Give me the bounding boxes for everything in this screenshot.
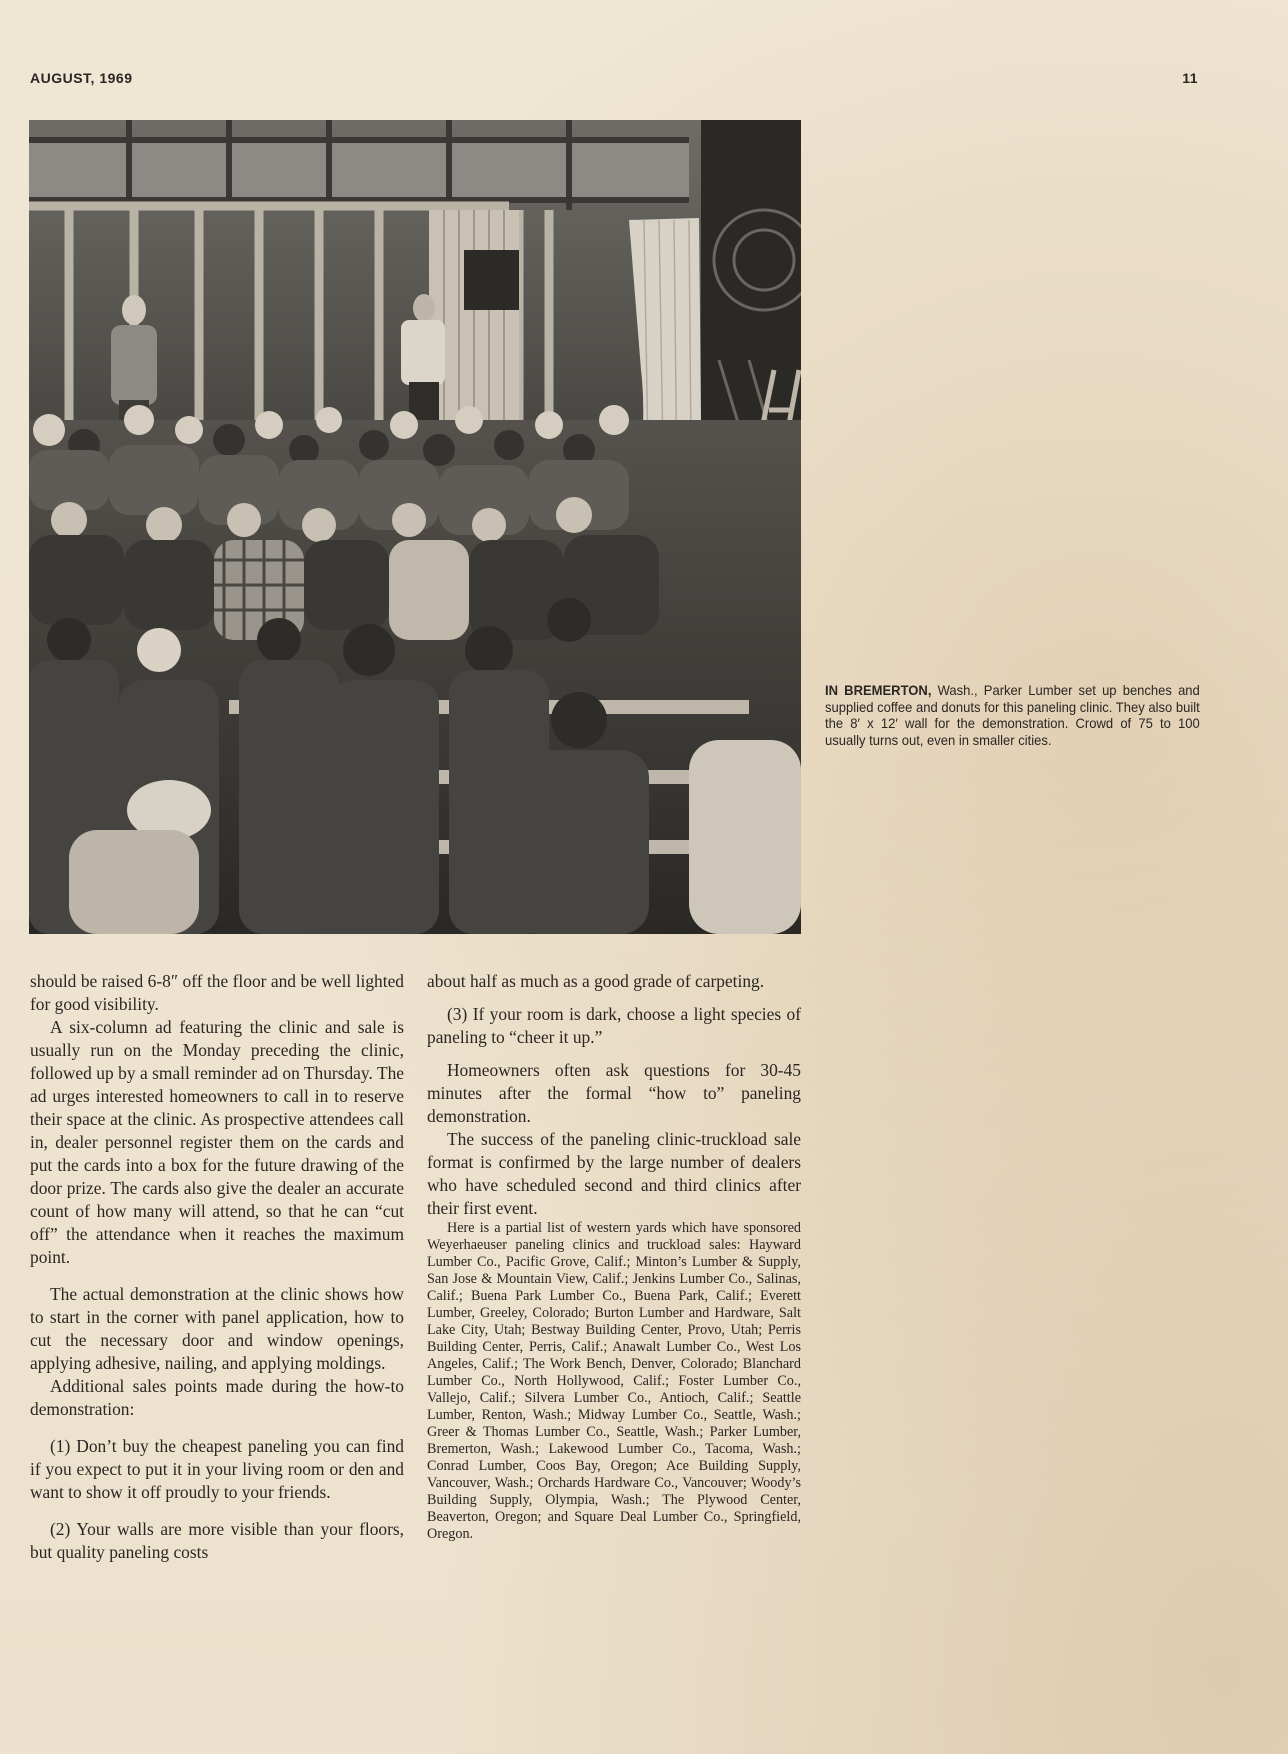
paragraph: Additional sales points made during the how-to demonstration:	[30, 1376, 404, 1419]
paragraph: about half as much as a good grade of carpeting.	[427, 971, 765, 991]
issue-date: AUGUST, 1969	[30, 70, 133, 86]
caption-lead: IN BREMERTON,	[825, 682, 932, 698]
photo-caption	[825, 682, 1200, 748]
paragraph: The success of the paneling clinic-truckload sale format is confirmed by the large number of dealers who have scheduled second and third clinics after their first event.	[427, 1129, 801, 1218]
body-column-left	[30, 970, 404, 1564]
paragraph: should be raised 6-8″ off the floor and be well lighted for good visibility.	[30, 971, 404, 1014]
paragraph: (2) Your walls are more visible than your floors, but quality paneling costs	[30, 1519, 404, 1562]
paragraph: Homeowners often ask questions for 30-45 minutes after the formal “how to” paneling demonstration.	[427, 1060, 801, 1126]
paragraph: (1) Don’t buy the cheapest paneling you can find if you expect to put it in your living room or den and want to show it off proudly to your friends.	[30, 1436, 404, 1502]
paragraph: (3) If your room is dark, choose a light species of paneling to “cheer it up.”	[427, 1004, 801, 1047]
paragraph: A six-column ad featuring the clinic and sale is usually run on the Monday preceding the clinic, followed up by a small reminder ad on Thursday. The ad urges interested homeowners to call in to reserve their space at the clinic. As prospective attendees call in, dealer personnel register them on the cards and put the cards into a box for the future drawing of the door prize. The cards also give the dealer an accurate count of how many will attend, so that he can “cut off” the attendance when it reaches the maximum point.	[30, 1017, 404, 1267]
dealer-list: Here is a partial list of western yards which have sponsored Weyerhaeuser paneling clinics and truckload sales: Hayward Lumber Co., Pacific Grove, Calif.; Minton’s Lumber & Supply, San Jose & Mountain View, Calif.; Jenkins Lumber Co., Salinas, Calif.; Buena Park Lumber Co., Buena Park, Calif.; Everett Lumber, Greeley, Colorado; Burton Lumber and Hardware, Salt Lake City, Utah; Bestway Building Center, Provo, Utah; Perris Building Center, Perris, Calif.; Anawalt Lumber Co., West Los Angeles, Calif.; The Work Bench, Denver, Colorado; Blanchard Lumber Co., North Hollywood, Calif.; Foster Lumber Co., Vallejo, Calif.; Silvera Lumber Co., Antioch, Calif.; Seattle Lumber, Renton, Wash.; Midway Lumber Co., Seattle, Wash.; Greer & Thomas Lumber Co., Seattle, Wash.; Parker Lumber, Bremerton, Wash.; Lakewood Lumber Co., Tacoma, Wash.; Conrad Lumber, Coos Bay, Oregon; Ace Building Supply, Vancouver, Wash.; Orchards Hardware Co., Vancouver; Woody’s Building Supply, Olympia, Wash.; The Plywood Center, Beaverton, Oregon; and Square Deal Lumber Co., Springfield, Oregon.	[427, 1220, 801, 1542]
caption-text: Wash., Parker Lumber set up benches and supplied coffee and donuts for this paneling clinic. They also built the 8′ x 12′ wall for the demonstration. Crowd of 75 to 100 usually turns out, even in smaller cities.	[825, 682, 1200, 748]
photo-paneling-clinic-icon	[29, 120, 801, 934]
body-column-middle	[427, 970, 801, 1543]
paragraph: The actual demonstration at the clinic shows how to start in the corner with panel application, how to cut the necessary door and window openings, applying adhesive, nailing, and applying moldings.	[30, 1284, 404, 1373]
page-number: 11	[1182, 70, 1198, 86]
paneling-clinic-photo	[29, 120, 801, 934]
